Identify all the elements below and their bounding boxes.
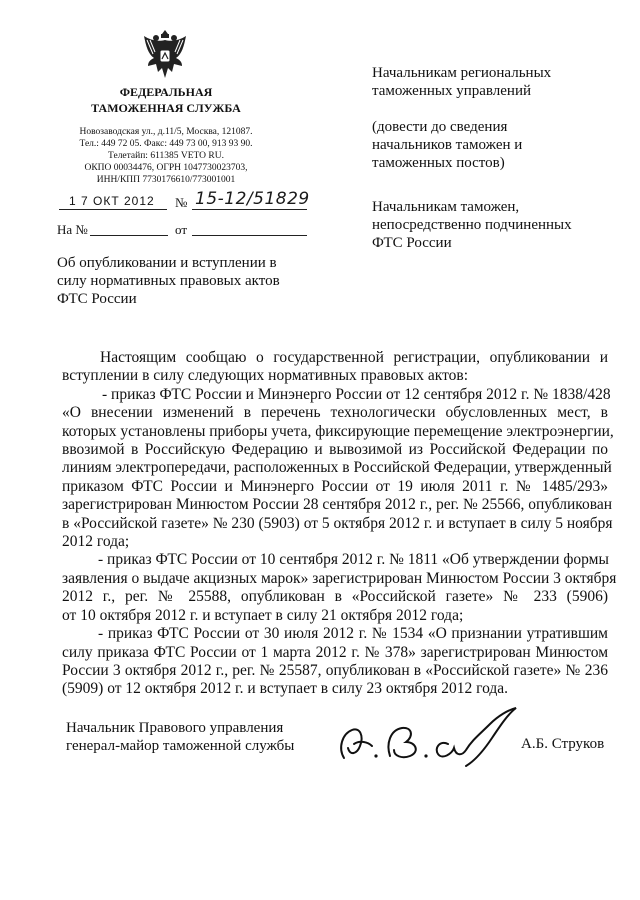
recipient-line: Начальникам таможен, (372, 199, 520, 215)
body-line: заявления о выдаче акцизных марок» зарегистрирован Минюстом России 3 октября (62, 569, 617, 587)
contact-line: Телетайп: 611385 VETO RU. (108, 151, 224, 161)
number-label: № (175, 195, 188, 210)
document-subject (57, 254, 302, 308)
recipient-line: таможенных управлений (372, 83, 532, 99)
recipient-regional (372, 64, 612, 100)
org-name-line: ТАМОЖЕННАЯ СЛУЖБА (91, 101, 241, 115)
document-number: 15-12/51829 (195, 189, 310, 209)
letter-body (62, 349, 617, 699)
organization-contacts (60, 126, 272, 186)
organization-name (60, 84, 272, 116)
body-line: силу приказа ФТС России от 1 марта 2012 г. № 378» зарегистрирован Минюстом (62, 643, 608, 661)
document-date: 1 7 ОКТ 2012 (69, 194, 155, 208)
recipient-line: непосредственно подчиненных (372, 217, 572, 233)
recipient-line: таможенных постов) (372, 155, 505, 171)
body-line: 2012 г., рег. № 25588, опубликован в «Российской газете» № 233 (5906) (62, 588, 608, 606)
recipient-line: Начальникам региональных (372, 65, 552, 81)
reference-date-label: от (175, 222, 188, 237)
body-line: в «Российской газете» № 230 (5903) от 5 октября 2012 г. и вступает в силу 5 ноября (62, 514, 613, 532)
recipient-note (372, 118, 612, 172)
body-line: линиям электропередачи, расположенных в Российской Федерации, утвержденный (62, 459, 612, 477)
body-line: - приказ ФТС России и Минэнерго России от 12 сентября 2012 г. № 1838/428 (102, 385, 611, 403)
body-line: приказом ФТС России и Минэнерго России от 19 июля 2011 г. № 1485/293» (62, 477, 608, 495)
recipient-line: (довести до сведения (372, 119, 508, 135)
signer-name: А.Б. Струков (521, 736, 605, 752)
handwritten-signature (330, 700, 530, 770)
coat-of-arms-icon (140, 28, 190, 82)
date-underline (59, 209, 167, 210)
contact-line: ОКПО 00034476, ОГРН 1047730023703, (84, 163, 248, 173)
body-line: 2012 года; (62, 533, 130, 551)
body-line: - приказ ФТС России от 10 сентября 2012 г. № 1811 «Об утверждении формы (98, 551, 609, 569)
body-line: «О внесении изменений в перечень технологически обусловленных мест, в (62, 404, 608, 422)
recipient-line: начальников таможен и (372, 137, 523, 153)
position-line: генерал-майор таможенной службы (66, 738, 295, 754)
body-line: ввозимой в Российскую Федерацию и вывозимой из Российской Федерации по (62, 441, 608, 459)
contact-line: Тел.: 449 72 05. Факс: 449 73 00, 913 93 90. (79, 139, 253, 149)
org-name-line: ФЕДЕРАЛЬНАЯ (119, 85, 213, 99)
number-underline (192, 209, 307, 210)
subject-line: Об опубликовании и вступлении в (57, 255, 277, 271)
body-line: Настоящим сообщаю о государственной регистрации, опубликовании и (100, 349, 608, 366)
recipients-block (372, 64, 612, 270)
recipient-line: ФТС России (372, 235, 452, 251)
position-line: Начальник Правового управления (66, 720, 284, 736)
body-line: от 10 октября 2012 г. и вступает в силу 21 октября 2012 года; (62, 606, 464, 624)
signatory-position (66, 719, 294, 755)
contact-line: ИНН/КПП 7730176610/773001001 (96, 175, 236, 185)
subject-line: ФТС России (57, 291, 137, 307)
contact-line: Новозаводская ул., д.11/5, Москва, 121087. (79, 127, 253, 137)
incoming-reference-row (57, 222, 312, 240)
body-line: (5909) от 12 октября 2012 г. и вступает в силу 23 октября 2012 года. (62, 680, 509, 698)
body-line: вступлении в силу следующих нормативных правовых актов: (62, 367, 469, 385)
recipient-customs (372, 198, 612, 252)
outgoing-registration-row (57, 189, 312, 213)
body-line: - приказ ФТС России от 30 июля 2012 г. № 1534 «О признании утратившим (98, 625, 608, 643)
reference-number-label: На № (57, 222, 88, 237)
reference-number-blank (90, 235, 168, 236)
body-line: зарегистрирован Минюстом России 28 сентября 2012 г., рег. № 25566, опубликован (62, 496, 613, 514)
body-line: которых установлены приборы учета, фиксирующие перемещение электроэнергии, (62, 422, 614, 440)
body-line: России 3 октября 2012 г., рег. № 25587, опубликован в «Российской газете» № 236 (62, 661, 608, 679)
reference-date-blank (192, 235, 307, 236)
subject-line: силу нормативных правовых актов (57, 273, 280, 289)
